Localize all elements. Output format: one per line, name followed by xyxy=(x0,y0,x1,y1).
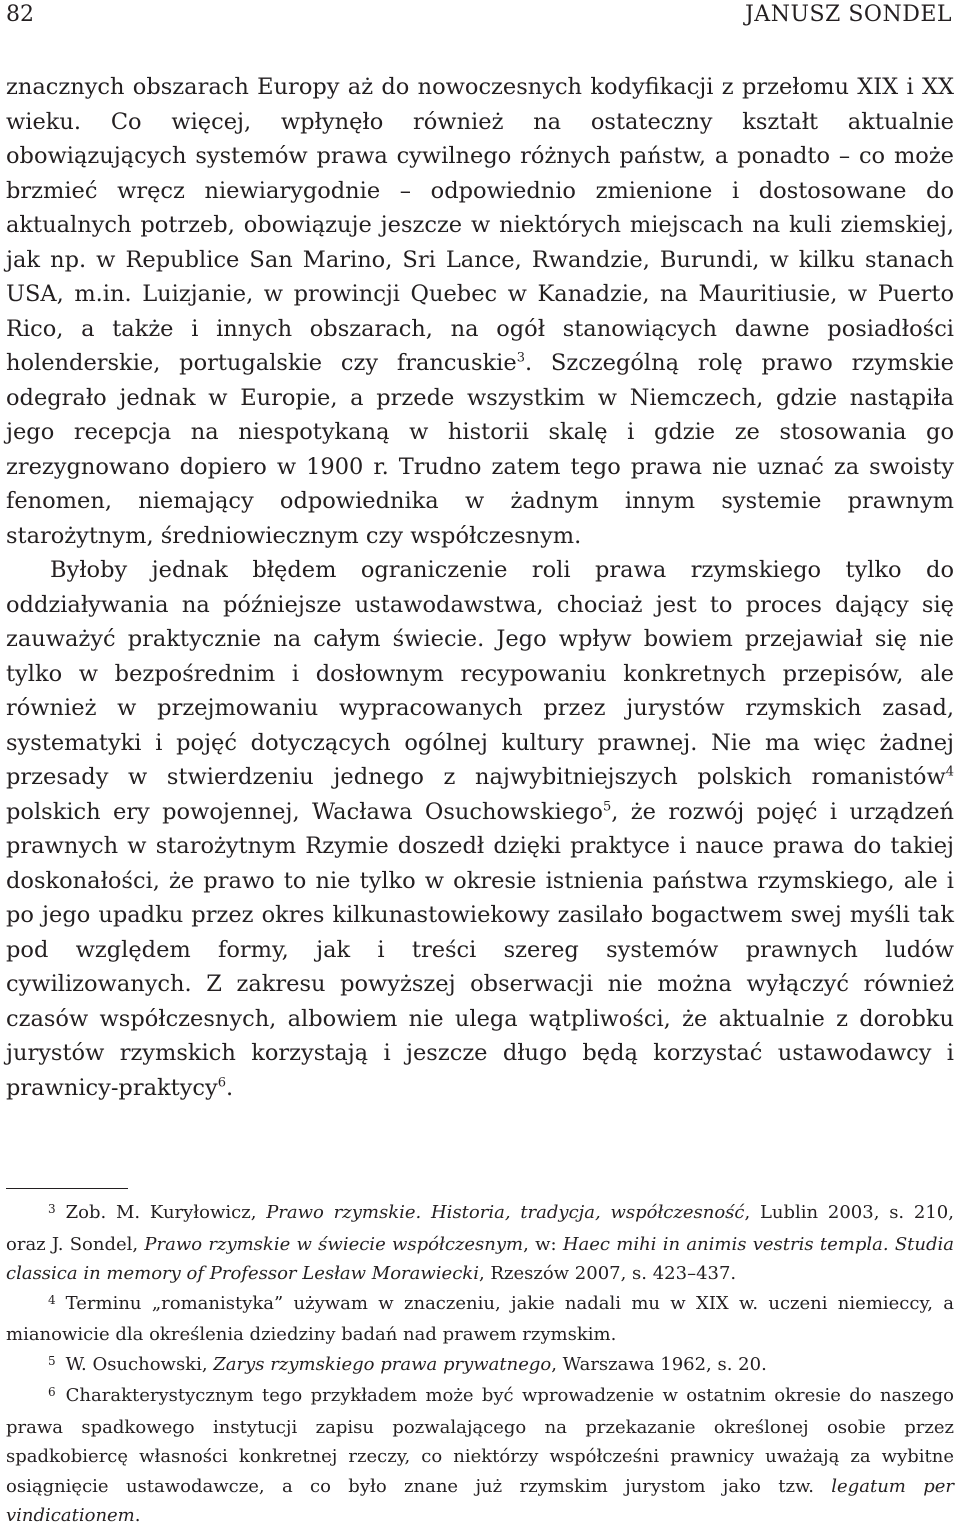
paragraph-text: , że rozwój pojęć i urządzeń prawnych w starożytnym Rzymie doszedł dzięki praktyce i nauce prawa do takiej doskonałości, że prawo to nie tylko w okresie istnienia państwa rzymskiego, ale i po jego upadku przez okres kilkunastowiekowy zasilało bogactwem swej myśli tak pod względem formy, jak i treści szereg systemów prawnych ludów cywilizowanych. Z zakresu powyższej obserwacji nie można wyłączyć również czasów współczesnych, albowiem nie ulega wątpliwości, że aktualnie z dorobku jurystów rzymskich korzystają i jeszcze długo będą korzystać ustawodawcy i prawnicy-praktycy xyxy=(6,798,954,1101)
running-header xyxy=(6,0,952,30)
footnote-text: Terminu „romanistyka” używam w znaczeniu, jakie nadali mu w XIX w. uczeni niemieccy, a mianowicie dla określenia dziedziny badań nad prawem rzymskim. xyxy=(6,1292,954,1345)
paragraph-text: znacznych obszarach Europy aż do nowoczesnych kodyfikacji z przełomu XIX i XX wieku. Co więcej, wpłynęło również na ostateczny kształt aktualnie obowiązujących systemów prawa cywilnego różnych państw, a ponadto – co może brzmieć wręcz niewiarygodnie – odpowiednio zmienione i dostosowane do aktualnych potrzeb, obowiązuje jeszcze w niektórych miejscach na kuli ziemskiej, jak np. w Republice San Marino, Sri Lance, Rwandzie, Burundi, w kilku stanach USA, m.in. Luizjanie, w prowincji Quebec w Kanadzie, na Mauritiusie, w Puerto Rico, a także i innych obszarach, na ogół stanowiących dawne posiadłości holenderskie, portugalskie czy francuskie xyxy=(6,74,954,376)
main-text xyxy=(6,70,954,1105)
footnote-ref-3[interactable]: 3 xyxy=(516,350,525,366)
footnote-separator xyxy=(6,1188,128,1189)
footnote-3 xyxy=(6,1198,954,1289)
footnotes xyxy=(6,1198,954,1531)
footnote-ref-4[interactable]: 4 xyxy=(945,764,954,780)
footnote-number: 5 xyxy=(48,1353,56,1368)
footnote-title-italic: Prawo rzymskie. Historia, tradycja, współczesność xyxy=(266,1202,745,1223)
footnote-text: , Lublin 2003, s. 210, oraz J. Sondel, xyxy=(6,1202,954,1255)
page-number: 82 xyxy=(6,2,34,27)
footnote-title-italic: Haec mihi in animis vestris templa. Studia classica in memory of Professor Lesław Morawiecki xyxy=(6,1233,954,1284)
paragraph-1 xyxy=(6,70,954,553)
footnote-term-italic: legatum per vindicationem xyxy=(6,1475,954,1526)
paragraph-text: . Szczególną rolę prawo rzymskie odegrało jednak w Europie, a przede wszystkim w Niemczech, gdzie nastąpiła jego recepcja na niespotykaną w historii skalę i gdzie ze stosowania go zrezygnowano dopiero w 1900 r. Trudno zatem tego prawa nie uznać za swoisty fenomen, niemający odpowiednika w żadnym innym systemie prawnym starożytnym, średniowiecznym czy współczesnym. xyxy=(6,350,955,549)
footnote-number: 6 xyxy=(48,1385,56,1399)
footnote-6 xyxy=(6,1381,954,1531)
footnote-text: , w: xyxy=(523,1233,563,1255)
footnote-text: W. Osuchowski, xyxy=(65,1353,214,1375)
footnote-text: Zob. M. Kuryłowicz, xyxy=(65,1202,267,1223)
footnote-title-italic: Zarys rzymskiego prawa prywatnego xyxy=(213,1353,552,1375)
footnote-text: . xyxy=(134,1505,141,1526)
footnote-4 xyxy=(6,1289,954,1350)
footnote-title-italic: Prawo rzymskie w świecie współczesnym xyxy=(144,1233,524,1255)
paragraph-text: . xyxy=(226,1074,234,1101)
footnote-ref-6[interactable]: 6 xyxy=(217,1075,226,1090)
footnote-number: 3 xyxy=(48,1202,56,1216)
paragraph-text: polskich ery powojennej, Wacława Osuchowskiego xyxy=(6,798,603,825)
paragraph-text: Byłoby jednak błędem ograniczenie roli prawa rzymskiego tylko do oddziaływania na późniejsze ustawodawstwa, chociaż jest to proces dający się zauważyć praktycznie na całym świecie. Jego wpływ bowiem przejawiał się nie tylko w bezpośrednim i dosłownym recypowaniu konkretnych przepisów, ale również w przejmowaniu wypracowanych przez jurystów rzymskich zasad, systematyki i pojęć dotyczących ogólnej kultury prawnej. Nie ma więc żadnej przesady w stwierdzeniu jednego z najwybitniejszych polskich romanistów xyxy=(6,557,954,790)
footnote-text: Charakterystycznym tego przykładem może być wprowadzenie w ostatnim okresie do naszego prawa spadkowego instytucji zapisu pozwalającego na przekazanie określonej osobie przez spadkobiercę własności konkretnej rzeczy, co niektórzy współcześni prawnicy uważają za wybitne osiągnięcie ustawodawcze, a co było znane już rzymskim jurystom jako tzw. xyxy=(6,1385,954,1497)
footnote-ref-5[interactable]: 5 xyxy=(602,799,612,814)
footnote-text: , Rzeszów 2007, s. 423–437. xyxy=(478,1263,737,1284)
footnote-text: , Warszawa 1962, s. 20. xyxy=(551,1353,767,1375)
paragraph-2 xyxy=(6,553,954,1105)
running-head-author: JANUSZ SONDEL xyxy=(744,2,952,27)
footnote-5 xyxy=(6,1350,954,1382)
footnote-number: 4 xyxy=(48,1292,56,1307)
